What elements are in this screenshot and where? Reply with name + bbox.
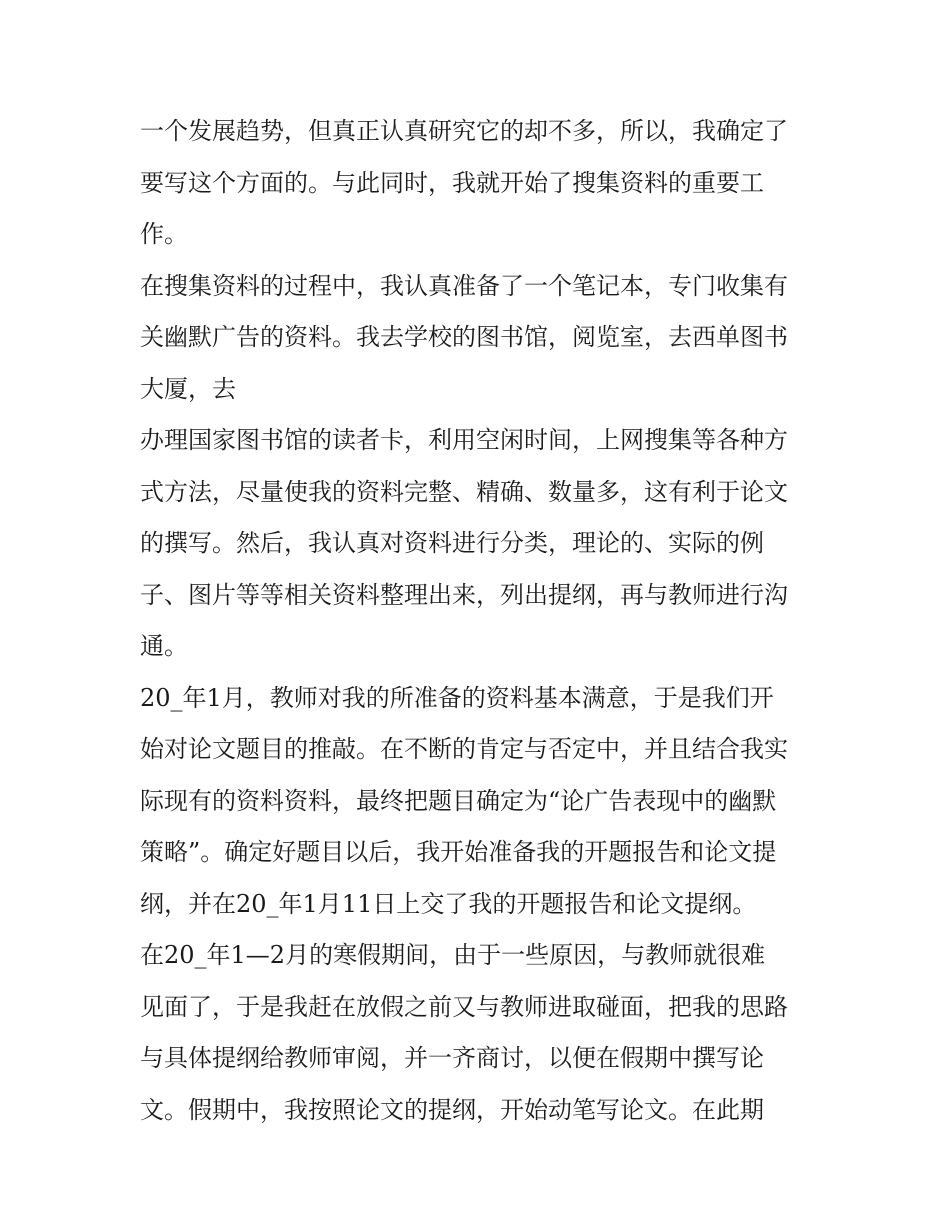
text-line: 始对论文题目的推敲。在不断的肯定与否定中，并且结合我实 bbox=[140, 735, 788, 763]
text-line: 在搜集资料的过程中，我认真准备了一个笔记本，专门收集有 bbox=[140, 271, 788, 300]
text-line: 式方法，尽量使我的资料完整、精确、数量多，这有利于论文 bbox=[140, 477, 788, 506]
text-line: 的撰写。然后，我认真对资料进行分类，理论的、实际的例 bbox=[140, 529, 764, 557]
text-line: 纲，并在20_年1月11日上交了我的开题报告和论文提纲。 bbox=[140, 889, 757, 918]
text-line: 见面了，于是我赶在放假之前又与教师进取碰面，把我的思路 bbox=[140, 992, 788, 1021]
text-line: 文。假期中，我按照论文的提纲，开始动笔写论文。在此期 bbox=[140, 1095, 764, 1124]
body-text bbox=[140, 106, 820, 1136]
text-line: 作。 bbox=[140, 220, 188, 248]
text-line: 要写这个方面的。与此同时，我就开始了搜集资料的重要工 bbox=[140, 168, 764, 197]
text-line: 关幽默广告的资料。我去学校的图书馆，阅览室，去西单图书 bbox=[140, 323, 788, 351]
text-line: 大厦，去 bbox=[140, 374, 236, 403]
text-line: 办理国家图书馆的读者卡，利用空闲时间，上网搜集等各种方 bbox=[140, 426, 788, 454]
text-line: 与具体提纲给教师审阅，并一齐商讨，以便在假期中撰写论 bbox=[140, 1044, 764, 1072]
text-line: 一个发展趋势，但真正认真研究它的却不多，所以，我确定了 bbox=[140, 117, 788, 145]
text-line: 在20_年1—2月的寒假期间，由于一些原因，与教师就很难 bbox=[140, 941, 766, 969]
text-line: 子、图片等等相关资料整理出来，列出提纲，再与教师进行沟 bbox=[140, 580, 788, 609]
text-line: 20_年1月，教师对我的所准备的资料基本满意，于是我们开 bbox=[140, 683, 774, 712]
text-line: 际现有的资料资料，最终把题目确定为“论广告表现中的幽默 bbox=[140, 786, 777, 815]
text-line: 通。 bbox=[140, 632, 188, 660]
text-line: 策略”。确定好题目以后，我开始准备我的开题报告和论文提 bbox=[140, 838, 777, 866]
